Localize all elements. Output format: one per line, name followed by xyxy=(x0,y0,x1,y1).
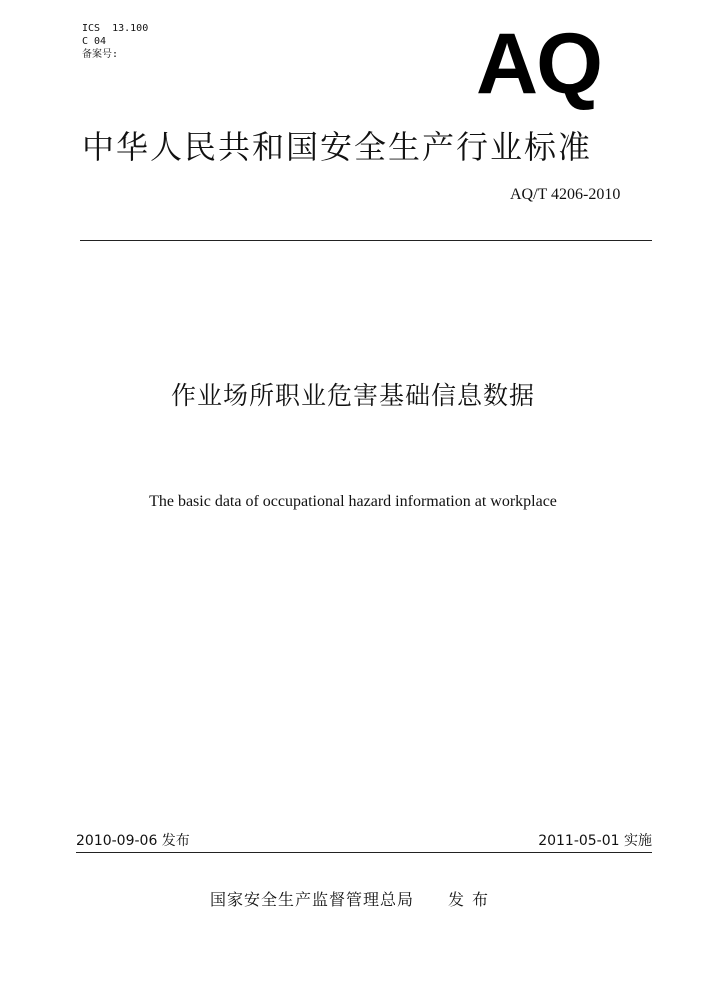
standard-code: AQ/T 4206-2010 xyxy=(510,186,621,203)
filing-number-label: 备案号: xyxy=(82,49,119,60)
implementation-date: 2011-05-01 实施 xyxy=(538,833,652,849)
issue-date: 2010-09-06 发布 xyxy=(76,833,190,849)
publish-action: 发布 xyxy=(448,890,497,909)
classification-block xyxy=(82,22,148,61)
aq-logo: AQ xyxy=(476,16,601,112)
ics-code: ICS 13.100 xyxy=(82,23,149,34)
document-title-english: The basic data of occupational hazard information at workplace xyxy=(149,493,557,510)
footer-divider xyxy=(76,852,652,853)
publisher-name: 国家安全生产监督管理总局 xyxy=(209,890,414,909)
standard-category-name: 中华人民共和国安全生产行业标准 xyxy=(82,128,593,166)
ccs-code: C 04 xyxy=(82,36,107,47)
publisher-line xyxy=(0,887,706,910)
header-divider xyxy=(80,240,652,241)
document-title-chinese: 作业场所职业危害基础信息数据 xyxy=(170,381,535,410)
